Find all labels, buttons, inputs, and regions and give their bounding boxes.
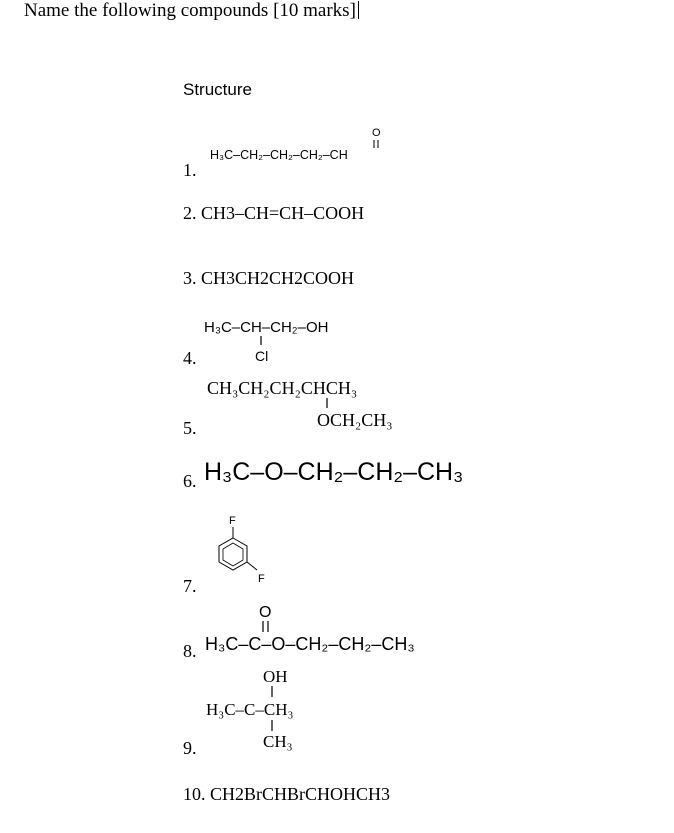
- structure-8-chain: H₃C–C–O–CH₂–CH₂–CH₃: [205, 634, 415, 654]
- structure-4-chlorine: Cl: [255, 348, 269, 364]
- item-1-number: 1.: [183, 160, 197, 180]
- structure-8-oxygen: O: [259, 604, 272, 621]
- structure-5-substituent: OCH₂CH₃: [317, 410, 393, 430]
- structure-1: [205, 124, 405, 166]
- structure-1-chain: H₃C–CH₂–CH₂–CH₂–CH: [210, 148, 348, 162]
- structure-4: [202, 312, 402, 368]
- structure-7: [205, 510, 285, 590]
- item-9-number: 9.: [183, 738, 197, 758]
- structure-5: [205, 372, 425, 434]
- structure-9-hydroxyl: OH: [263, 667, 288, 686]
- item-2: 2. CH3–CH=CH–COOH: [183, 203, 365, 223]
- structure-7-fluorine-top: F: [229, 515, 236, 527]
- page-title: Name the following compounds [10 marks]: [24, 0, 359, 22]
- structure-8: [204, 598, 504, 660]
- item-4-number: 4.: [183, 348, 197, 368]
- item-8-number: 8.: [183, 641, 197, 661]
- structure-6: [204, 450, 534, 490]
- structure-1-oxygen: O: [372, 127, 381, 139]
- structure-4-chain: H₃C–CH–CH₂–OH: [204, 319, 329, 336]
- item-5-number: 5.: [183, 418, 197, 438]
- item-3: 3. CH3CH2CH2COOH: [183, 268, 355, 288]
- structure-9-methyl: CH₃: [263, 732, 293, 751]
- structure-5-chain: CH₃CH₂CH₂CHCH₃: [207, 378, 358, 398]
- text-cursor: [358, 1, 359, 19]
- structure-heading: Structure: [183, 80, 252, 99]
- item-6-number: 6.: [183, 471, 197, 491]
- item-7-number: 7.: [183, 576, 197, 596]
- item-10-formula: CH2BrCHBrCHOHCH3: [210, 784, 391, 804]
- structure-6-chain: H₃C–O–CH₂–CH₂–CH₃: [204, 458, 464, 486]
- structure-9: [205, 662, 365, 754]
- structure-7-fluorine-side: F: [258, 573, 265, 585]
- item-10: 10. CH2BrCHBrCHOHCH3: [183, 784, 391, 804]
- structure-9-chain: H₃C–C–CH₃: [206, 700, 294, 719]
- item-3-formula: CH3CH2CH2COOH: [201, 268, 355, 288]
- item-2-formula: CH3–CH=CH–COOH: [201, 203, 365, 223]
